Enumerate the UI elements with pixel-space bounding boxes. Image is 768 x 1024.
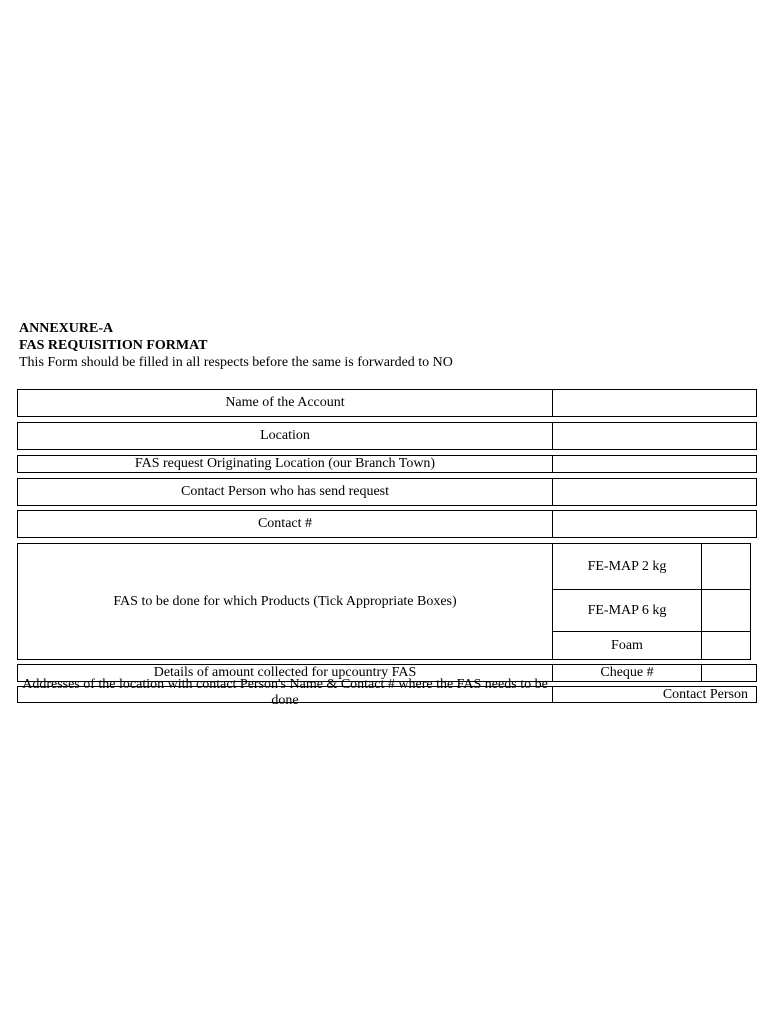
form-title: FAS REQUISITION FORMAT bbox=[19, 338, 208, 353]
cheque-field[interactable] bbox=[702, 665, 756, 681]
addresses-row bbox=[17, 677, 757, 708]
product-option: FE-MAP 6 kg bbox=[587, 602, 667, 618]
product-checkbox[interactable] bbox=[702, 544, 750, 589]
originating-location-label: FAS request Originating Location (our Branch Town) bbox=[134, 456, 436, 471]
originating-location-row bbox=[17, 455, 757, 473]
product-checkbox[interactable] bbox=[702, 632, 750, 659]
contact-number-label: Contact # bbox=[257, 516, 313, 531]
originating-location-field[interactable] bbox=[553, 456, 756, 472]
location-label: Location bbox=[260, 428, 310, 443]
products-label: FAS to be done for which Products (Tick Appropriate Boxes) bbox=[113, 593, 457, 609]
location-field[interactable] bbox=[553, 423, 756, 449]
products-row bbox=[17, 543, 751, 660]
addresses-label: Addresses of the location with contact Person's Name & Contact # where the FAS needs to be done bbox=[22, 677, 548, 708]
account-name-field[interactable] bbox=[553, 390, 756, 416]
product-option: FE-MAP 2 kg bbox=[587, 558, 667, 574]
addresses-label-cell bbox=[18, 677, 552, 708]
product-checkbox[interactable] bbox=[702, 590, 750, 631]
contact-number-row bbox=[17, 510, 757, 538]
annexure-label: ANNEXURE-A bbox=[19, 321, 114, 336]
product-option: Foam bbox=[611, 637, 643, 653]
contact-number-field[interactable] bbox=[553, 511, 756, 537]
contact-person-field[interactable] bbox=[553, 479, 756, 505]
account-name-label: Name of the Account bbox=[225, 395, 345, 410]
contact-person-row bbox=[17, 478, 757, 506]
form-instruction: This Form should be filled in all respects before the same is forwarded to NO bbox=[19, 355, 453, 370]
contact-person-label: Contact Person who has send request bbox=[180, 484, 390, 499]
location-row bbox=[17, 422, 757, 450]
contact-person-column-header: Contact Person bbox=[662, 686, 748, 702]
amount-label: Details of amount collected for upcountry FAS bbox=[153, 665, 417, 680]
account-name-row bbox=[17, 389, 757, 417]
cheque-label: Cheque # bbox=[600, 665, 654, 680]
